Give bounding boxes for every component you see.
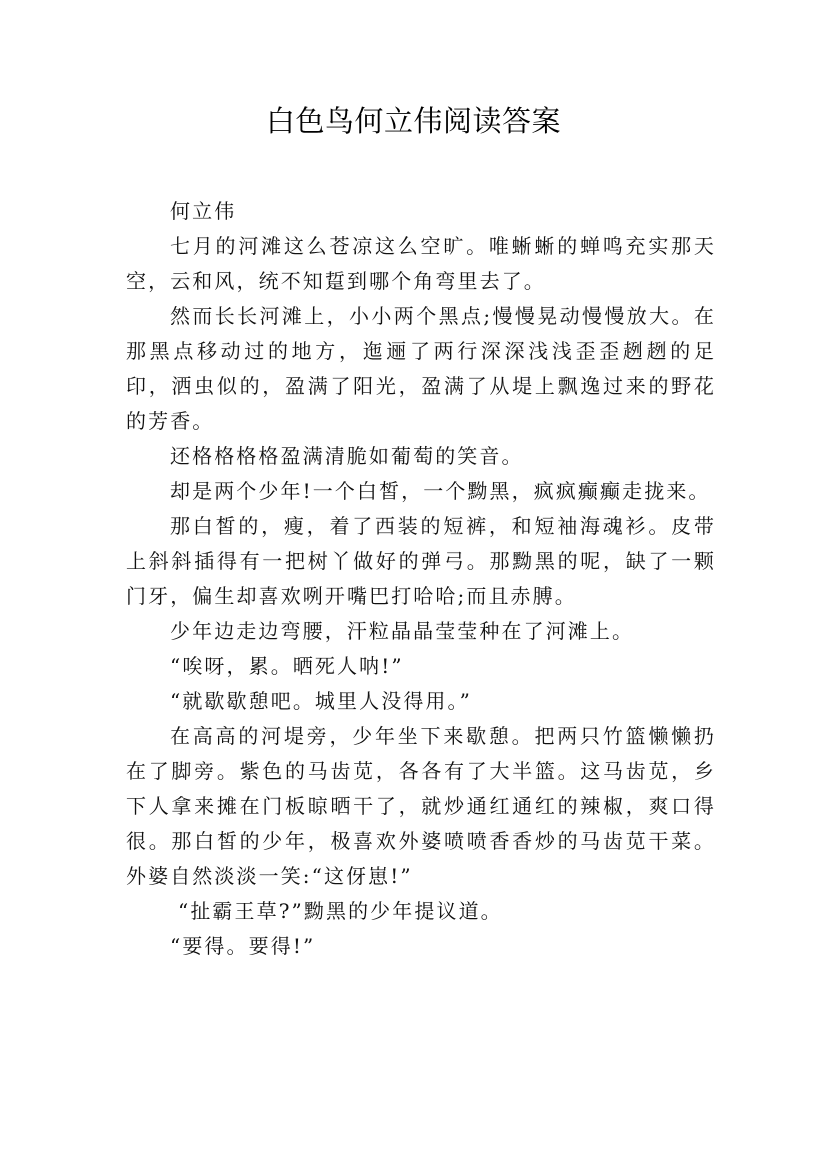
- dialogue-paragraph: “就歇歇憩吧。城里人没得用。”: [170, 689, 472, 713]
- dialogue-paragraph: “唉呀，累。晒死人呐!”: [170, 654, 404, 678]
- dialogue-paragraph: “要得。要得!”: [170, 934, 316, 958]
- paragraph: 却是两个少年!一个白皙，一个黝黑，疯疯癫癫走拢来。: [170, 479, 711, 503]
- paragraph: 还格格格格盈满清脆如葡萄的笑音。: [170, 444, 524, 468]
- paragraph: 然而长长河滩上，小小两个黑点;慢慢晃动慢慢放大。在那黑点移动过的地方，迤逦了两行深深浅浅歪歪趔趔的足印，洒虫似的，盈满了阳光，盈满了从堤上飘逸过来的野花的芳香。: [126, 304, 716, 433]
- author-line: 何立伟: [170, 199, 237, 223]
- paragraph: 少年边走边弯腰，汗粒晶晶莹莹种在了河滩上。: [170, 619, 635, 643]
- document-title: 白色鸟何立伟阅读答案: [265, 104, 561, 138]
- paragraph: 七月的河滩这么苍凉这么空旷。唯蜥蜥的蝉鸣充实那天空，云和风，统不知踅到哪个角弯里去了。: [126, 234, 716, 293]
- paragraph: 那白皙的，瘦，着了西装的短裤，和短袖海魂衫。皮带上斜斜插得有一把树丫做好的弹弓。那黝黑的呢，缺了一颗门牙，偏生却喜欢咧开嘴巴打哈哈;而且赤膊。: [126, 514, 716, 608]
- dialogue-paragraph: “扯霸王草?”黝黑的少年提议道。: [178, 899, 503, 923]
- paragraph: 在高高的河堤旁，少年坐下来歇憩。把两只竹篮懒懒扔在了脚旁。紫色的马齿苋，各各有了大半篮。这马齿苋，乡下人拿来摊在门板晾晒干了，就炒通红通红的辣椒，爽口得很。那白皙的少年，极喜欢外婆喷喷香香炒的马齿苋干菜。外婆自然淡淡一笑:“这伢崽!”: [126, 724, 716, 888]
- document-body: [126, 194, 716, 964]
